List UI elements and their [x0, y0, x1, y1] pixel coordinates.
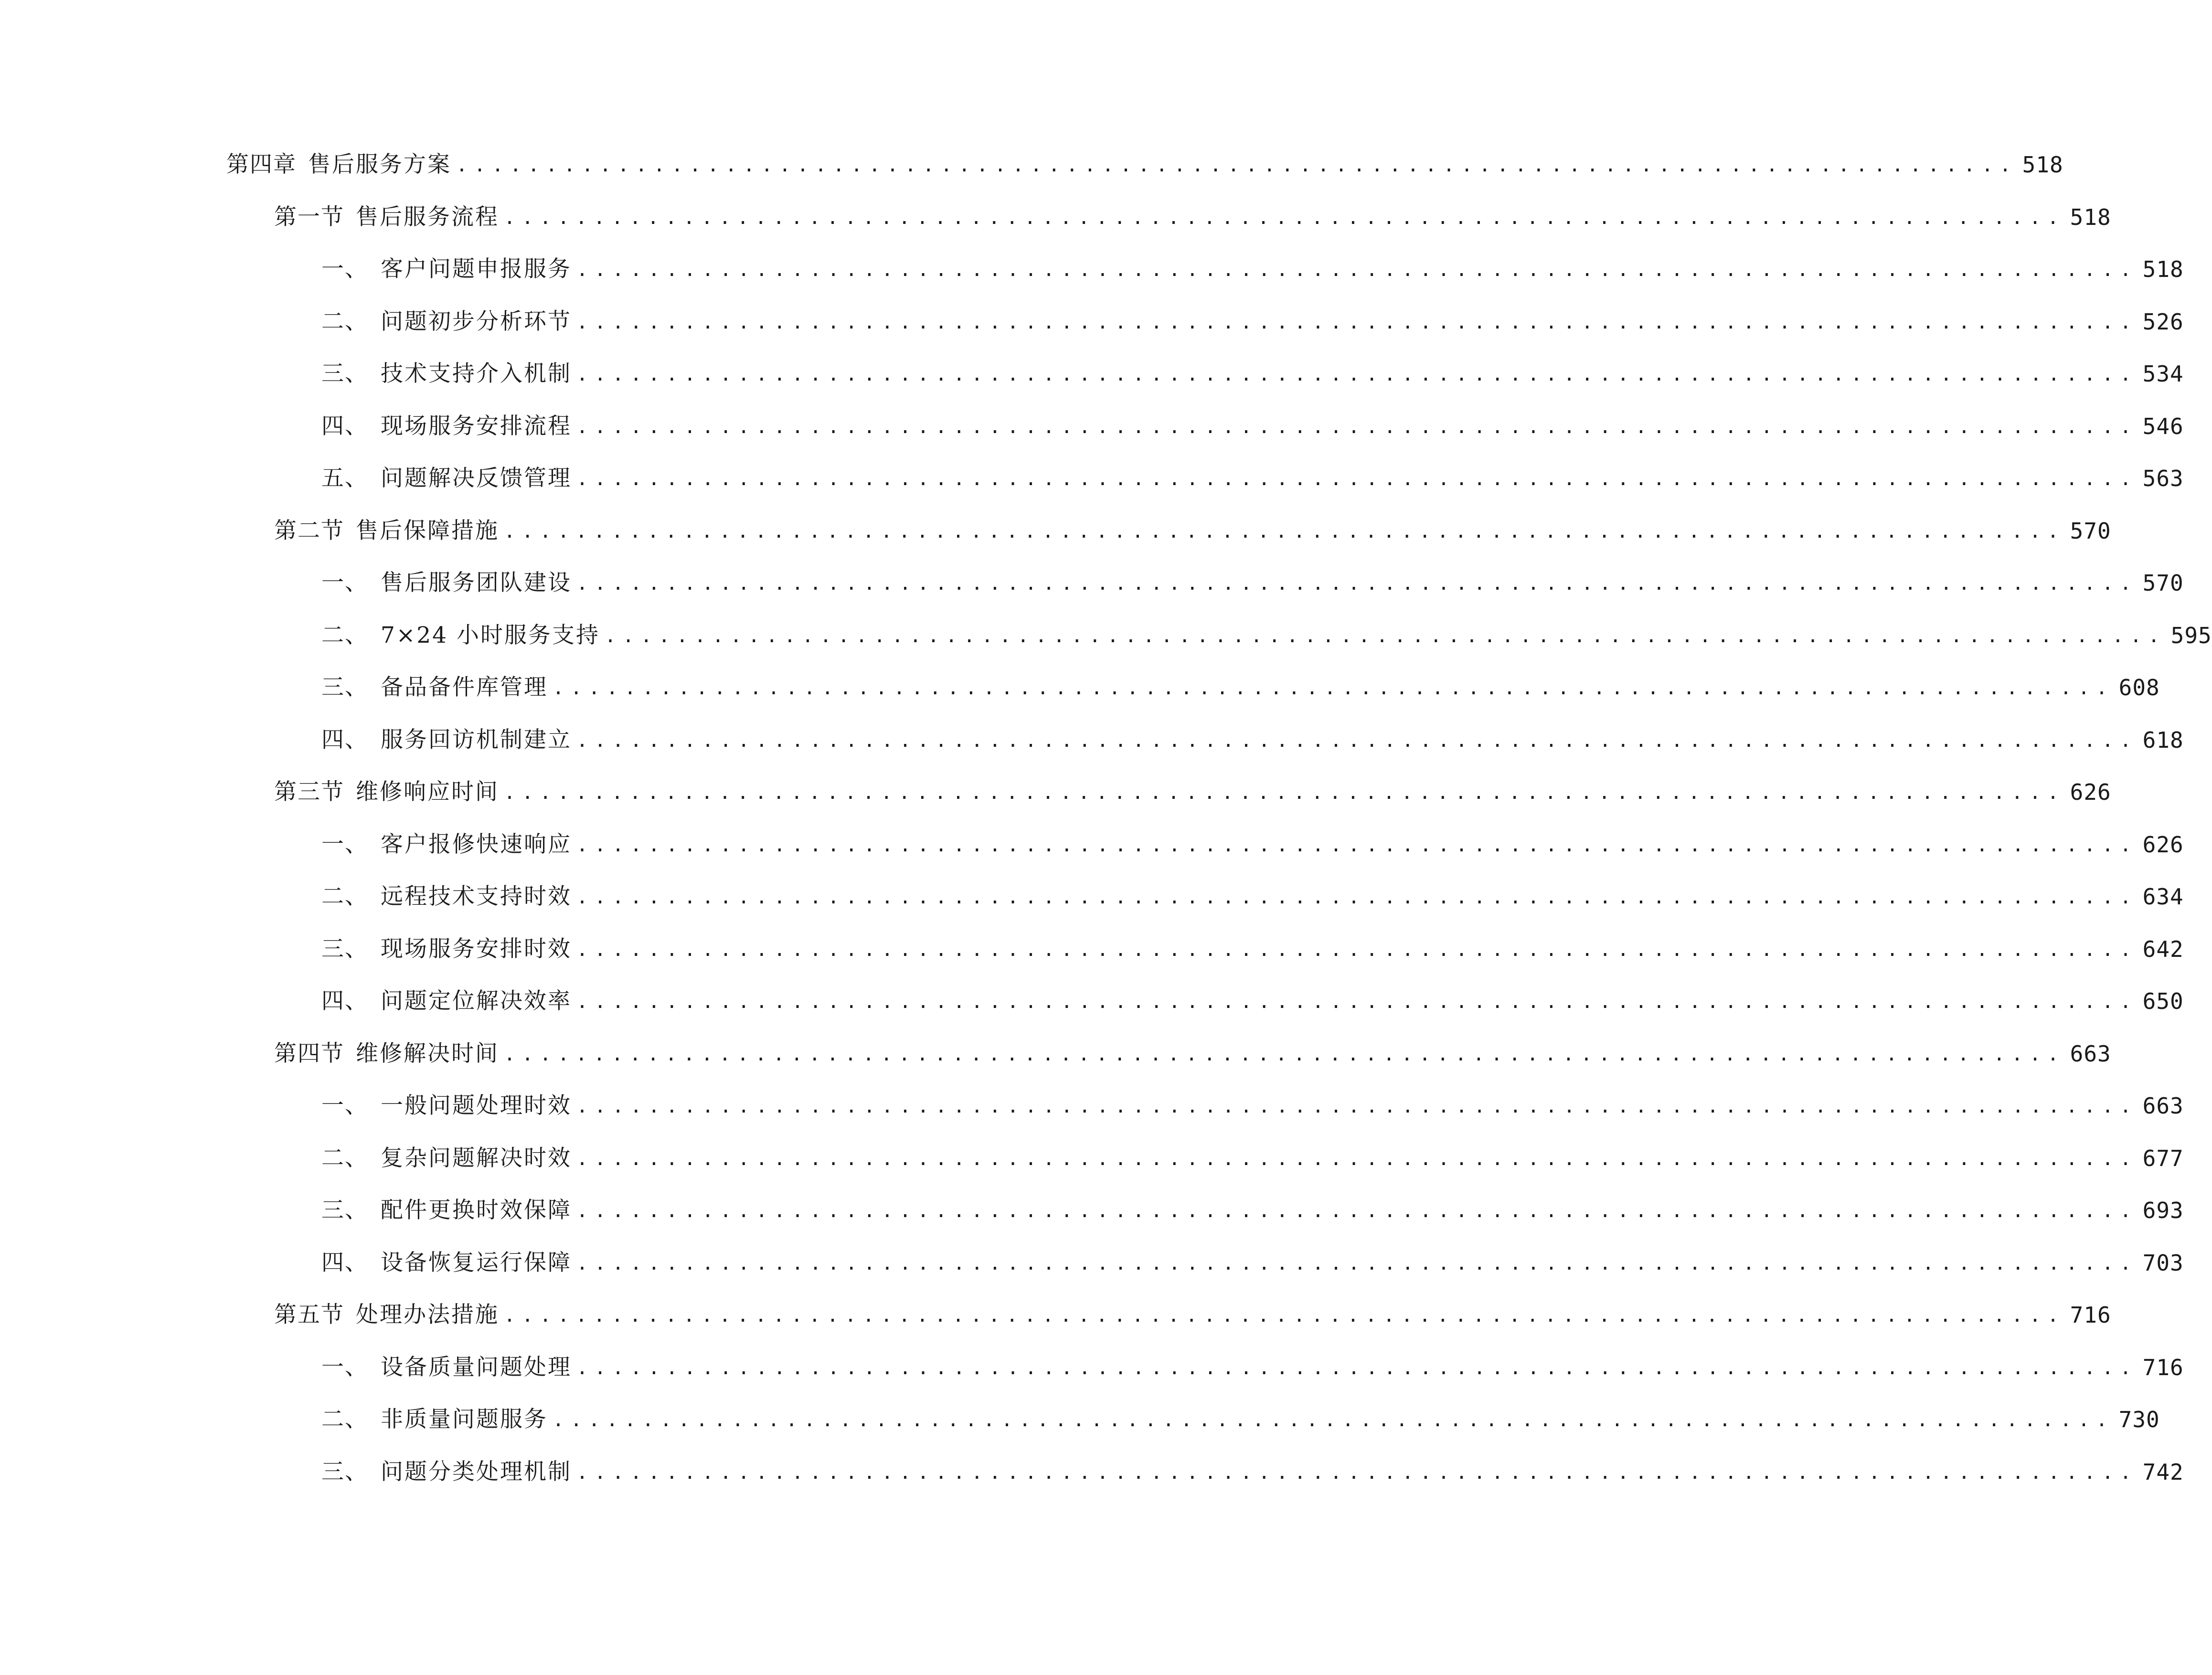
- toc-title: 客户问题申报服务: [381, 256, 572, 282]
- toc-number: 一、: [321, 570, 368, 596]
- toc-number: 一、: [321, 1354, 368, 1380]
- dot-leader: .......................................................................................: [576, 1462, 2138, 1484]
- dot-leader: .......................................................................................: [456, 154, 2018, 176]
- toc-page-number: 626: [2070, 779, 2111, 805]
- toc-title: 维修响应时间: [356, 779, 499, 805]
- toc-page-number: 642: [2142, 936, 2184, 962]
- toc-title: 售后保障措施: [356, 518, 499, 544]
- toc-page-number: 693: [2142, 1198, 2184, 1223]
- toc-section-2[interactable]: [274, 504, 2111, 544]
- toc-title: 设备恢复运行保障: [381, 1250, 572, 1276]
- toc-number: 五、: [321, 465, 368, 491]
- toc-page-number: 730: [2118, 1407, 2160, 1432]
- toc-page-number: 518: [2142, 256, 2184, 282]
- toc-number: 第四章: [226, 151, 297, 178]
- dot-leader: .......................................................................................: [553, 1409, 2114, 1431]
- toc-title: 7×24 小时服务支持: [381, 622, 600, 648]
- toc-page-number: 634: [2142, 884, 2184, 910]
- toc-item[interactable]: [321, 1340, 2184, 1380]
- dot-leader: .......................................................................................: [504, 1304, 2065, 1326]
- dot-leader: .......................................................................................: [504, 207, 2065, 229]
- toc-item[interactable]: [321, 869, 2184, 910]
- toc-page-number: 618: [2142, 727, 2184, 753]
- toc-page-number: 663: [2142, 1093, 2184, 1119]
- dot-leader: .......................................................................................: [605, 625, 2166, 647]
- dot-leader: .......................................................................................: [553, 677, 2114, 699]
- toc-number: 二、: [321, 1406, 368, 1432]
- toc-section-4[interactable]: [274, 1027, 2111, 1067]
- toc-page-number: 716: [2070, 1302, 2111, 1328]
- toc-item[interactable]: [321, 1131, 2184, 1171]
- dot-leader: .......................................................................................: [576, 468, 2138, 490]
- toc-number: 二、: [321, 883, 368, 910]
- toc-number: 二、: [321, 308, 368, 335]
- toc-chapter-4[interactable]: [226, 138, 2063, 178]
- toc-page-number: 570: [2070, 518, 2111, 544]
- toc-title: 备品备件库管理: [381, 674, 548, 700]
- dot-leader: .......................................................................................: [576, 886, 2138, 908]
- toc-title: 问题初步分析环节: [381, 308, 572, 335]
- toc-section-5[interactable]: [274, 1288, 2111, 1328]
- dot-leader: .......................................................................................: [576, 1357, 2138, 1379]
- toc-page-number: 563: [2142, 466, 2184, 491]
- toc-item[interactable]: [321, 295, 2184, 335]
- toc-page-number: 742: [2142, 1459, 2184, 1485]
- toc-title: 售后服务团队建设: [381, 570, 572, 596]
- dot-leader: .......................................................................................: [576, 416, 2138, 438]
- dot-leader: .......................................................................................: [576, 1095, 2138, 1117]
- toc-title: 客户报修快速响应: [381, 831, 572, 858]
- toc-page-number: 518: [2022, 152, 2063, 178]
- toc-item[interactable]: [321, 1236, 2184, 1276]
- dot-leader: .......................................................................................: [576, 259, 2138, 281]
- toc-title: 配件更换时效保障: [381, 1197, 572, 1223]
- toc-number: 第二节: [274, 518, 344, 544]
- toc-item[interactable]: [321, 713, 2184, 753]
- toc-title: 非质量问题服务: [381, 1406, 548, 1432]
- toc-title: 技术支持介入机制: [381, 360, 572, 387]
- dot-leader: .......................................................................................: [576, 311, 2138, 333]
- toc-number: 四、: [321, 1250, 368, 1276]
- toc-page-number: 626: [2142, 832, 2184, 858]
- toc-number: 二、: [321, 622, 368, 648]
- dot-leader: .......................................................................................: [576, 363, 2138, 385]
- dot-leader: .......................................................................................: [576, 991, 2138, 1013]
- toc-number: 三、: [321, 360, 368, 387]
- toc-item[interactable]: [321, 1183, 2184, 1223]
- toc-number: 一、: [321, 256, 368, 282]
- dot-leader: .......................................................................................: [576, 1148, 2138, 1170]
- toc-number: 第三节: [274, 779, 344, 805]
- dot-leader: .......................................................................................: [504, 1043, 2065, 1065]
- toc-number: 一、: [321, 831, 368, 858]
- toc-title: 问题解决反馈管理: [381, 465, 572, 491]
- toc-page-number: 650: [2142, 988, 2184, 1014]
- toc-page-number: 518: [2070, 204, 2111, 230]
- toc-number: 四、: [321, 727, 368, 753]
- toc-number: 一、: [321, 1092, 368, 1119]
- toc-number: 四、: [321, 988, 368, 1014]
- toc-page-number: 677: [2142, 1145, 2184, 1171]
- toc-title: 现场服务安排时效: [381, 936, 572, 962]
- toc-item[interactable]: [321, 608, 2212, 648]
- toc-number: 三、: [321, 936, 368, 962]
- toc-page-number: 608: [2118, 675, 2160, 700]
- toc-number: 三、: [321, 1197, 368, 1223]
- toc-number: 三、: [321, 674, 368, 700]
- toc-title: 售后服务方案: [308, 151, 451, 178]
- dot-leader: .......................................................................................: [576, 730, 2138, 752]
- toc-item[interactable]: [321, 451, 2184, 491]
- toc-page-number: 595: [2170, 623, 2212, 648]
- toc-page-number: 663: [2070, 1041, 2111, 1067]
- toc-number: 四、: [321, 413, 368, 439]
- toc-page-number: 546: [2142, 413, 2184, 439]
- toc-number: 二、: [321, 1145, 368, 1171]
- toc-item[interactable]: [321, 399, 2184, 439]
- toc-number: 三、: [321, 1459, 368, 1485]
- toc-page-number: 526: [2142, 309, 2184, 335]
- toc-number: 第五节: [274, 1302, 344, 1328]
- toc-item[interactable]: [321, 1079, 2184, 1119]
- toc-title: 远程技术支持时效: [381, 883, 572, 910]
- toc-title: 问题分类处理机制: [381, 1459, 572, 1485]
- dot-leader: .......................................................................................: [504, 520, 2065, 542]
- toc-section-3[interactable]: [274, 765, 2111, 805]
- dot-leader: .......................................................................................: [576, 1252, 2138, 1274]
- toc-item[interactable]: [321, 242, 2184, 282]
- toc-title: 现场服务安排流程: [381, 413, 572, 439]
- toc-section-1[interactable]: [274, 190, 2111, 230]
- toc-title: 问题定位解决效率: [381, 988, 572, 1014]
- toc-title: 维修解决时间: [356, 1040, 499, 1067]
- toc-item[interactable]: [321, 1392, 2160, 1432]
- toc-item[interactable]: [321, 1445, 2184, 1485]
- toc-title: 一般问题处理时效: [381, 1092, 572, 1119]
- toc-title: 服务回访机制建立: [381, 727, 572, 753]
- toc-page-number: 570: [2142, 570, 2184, 596]
- toc-item[interactable]: [321, 974, 2184, 1014]
- toc-title: 处理办法措施: [356, 1302, 499, 1328]
- toc-number: 第一节: [274, 204, 344, 230]
- dot-leader: .......................................................................................: [576, 572, 2138, 594]
- toc-item[interactable]: [321, 922, 2184, 962]
- toc-title: 复杂问题解决时效: [381, 1145, 572, 1171]
- toc-item[interactable]: [321, 660, 2160, 700]
- toc-item[interactable]: [321, 556, 2184, 596]
- dot-leader: .......................................................................................: [504, 782, 2065, 804]
- toc-item[interactable]: [321, 347, 2184, 387]
- toc-page-number: 716: [2142, 1355, 2184, 1380]
- toc-page-number: 703: [2142, 1250, 2184, 1276]
- toc-page-number: 534: [2142, 361, 2184, 387]
- toc-item[interactable]: [321, 817, 2184, 858]
- dot-leader: .......................................................................................: [576, 834, 2138, 856]
- toc-number: 第四节: [274, 1040, 344, 1067]
- dot-leader: .......................................................................................: [576, 939, 2138, 961]
- dot-leader: .......................................................................................: [576, 1200, 2138, 1222]
- toc-title: 售后服务流程: [356, 204, 499, 230]
- toc-title: 设备质量问题处理: [381, 1354, 572, 1380]
